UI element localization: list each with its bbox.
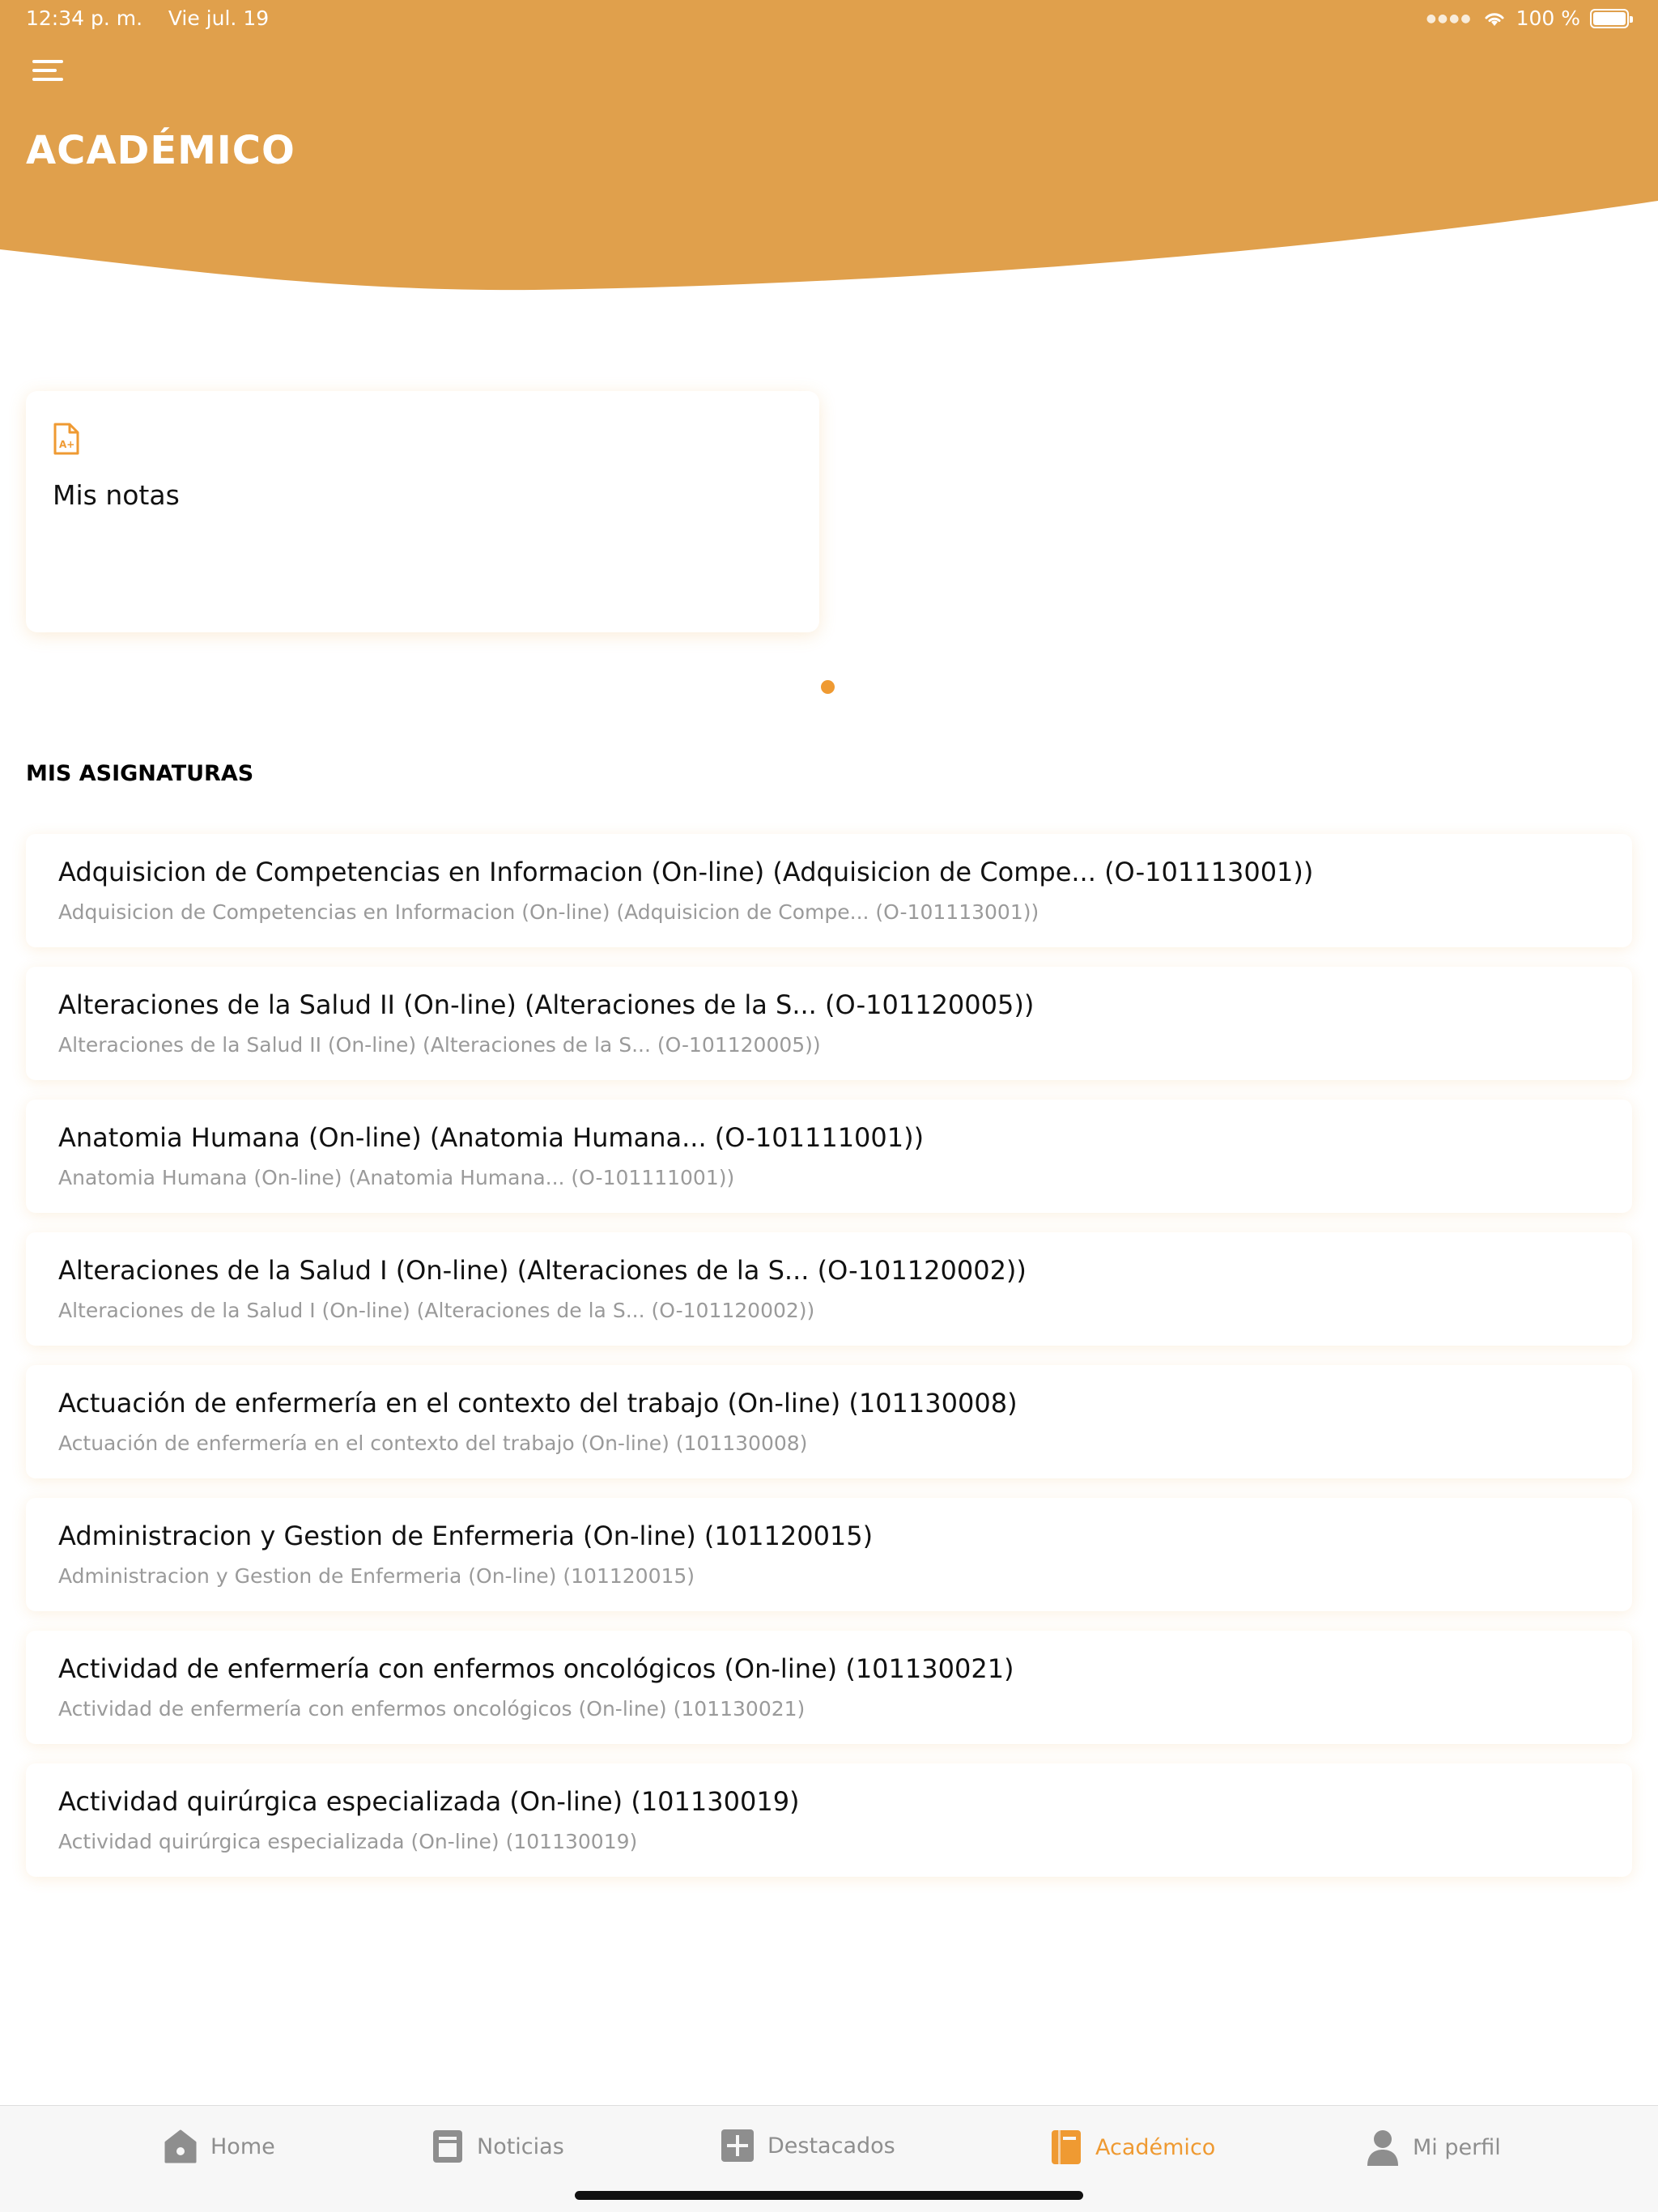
subject-title: Alteraciones de la Salud I (On-line) (Alteraciones de la S... (O-101120002))	[58, 1255, 1027, 1286]
svg-text:A+: A+	[59, 439, 75, 450]
subject-title: Actividad de enfermería con enfermos oncológicos (On-line) (101130021)	[58, 1653, 1014, 1684]
status-clock: 12:34 p. m.	[26, 6, 143, 30]
subject-list	[26, 834, 1632, 1896]
status-indicators	[1426, 6, 1629, 30]
home-indicator[interactable]	[575, 2191, 1083, 2200]
plus-square-icon	[721, 2129, 755, 2163]
tab-noticias-label: Noticias	[477, 2133, 564, 2159]
subject-item[interactable]	[26, 1232, 1632, 1346]
subject-subtitle: Alteraciones de la Salud I (On-line) (Alteraciones de la S... (O-101120002))	[58, 1299, 815, 1322]
grade-document-icon	[53, 422, 80, 456]
subject-item[interactable]	[26, 1365, 1632, 1478]
subject-subtitle: Anatomia Humana (On-line) (Anatomia Humana... (O-101111001))	[58, 1166, 735, 1189]
battery-percent: 100 %	[1516, 6, 1580, 30]
tab-academico-label: Académico	[1095, 2134, 1216, 2160]
subject-item[interactable]	[26, 1763, 1632, 1877]
subject-title: Anatomia Humana (On-line) (Anatomia Humana... (O-101111001))	[58, 1122, 925, 1153]
subject-title: Actuación de enfermería en el contexto del trabajo (On-line) (101130008)	[58, 1388, 1018, 1419]
subject-subtitle: Alteraciones de la Salud II (On-line) (Alteraciones de la S... (O-101120005))	[58, 1033, 821, 1057]
subject-item[interactable]	[26, 834, 1632, 947]
subject-item[interactable]	[26, 1631, 1632, 1744]
tab-noticias[interactable]	[432, 2129, 564, 2164]
subject-subtitle: Actividad de enfermería con enfermos oncológicos (On-line) (101130021)	[58, 1697, 806, 1721]
home-icon	[164, 2129, 198, 2164]
section-title-asignaturas: MIS ASIGNATURAS	[26, 761, 254, 786]
tab-academico[interactable]	[1050, 2129, 1215, 2166]
status-bar	[0, 0, 1658, 39]
subject-subtitle: Actuación de enfermería en el contexto del trabajo (On-line) (101130008)	[58, 1431, 808, 1455]
subject-item[interactable]	[26, 1100, 1632, 1213]
subject-subtitle: Actividad quirúrgica especializada (On-line) (101130019)	[58, 1830, 638, 1853]
cellular-signal-icon: ●●●●	[1426, 11, 1473, 25]
subject-item[interactable]	[26, 967, 1632, 1080]
subject-subtitle: Administracion y Gestion de Enfermeria (On-line) (101120015)	[58, 1564, 695, 1588]
menu-button[interactable]	[31, 55, 70, 87]
subject-subtitle: Adquisicion de Competencias en Informacion (On-line) (Adquisicion de Compe... (O-101113001))	[58, 900, 1039, 924]
hamburger-menu-icon	[31, 55, 66, 84]
tab-mi-perfil-label: Mi perfil	[1413, 2134, 1501, 2160]
subject-item[interactable]	[26, 1498, 1632, 1611]
news-icon	[432, 2129, 464, 2164]
battery-icon	[1590, 9, 1629, 28]
status-date: Vie jul. 19	[168, 6, 270, 30]
subject-title: Administracion y Gestion de Enfermeria (On-line) (101120015)	[58, 1521, 874, 1551]
subject-title: Actividad quirúrgica especializada (On-line) (101130019)	[58, 1786, 800, 1817]
tab-destacados[interactable]	[721, 2129, 895, 2163]
subject-title: Adquisicion de Competencias en Informacion (On-line) (Adquisicion de Compe... (O-101113001))	[58, 857, 1314, 887]
mis-notas-card[interactable]	[26, 391, 819, 632]
tab-home-label: Home	[210, 2133, 275, 2159]
wifi-icon	[1482, 10, 1507, 28]
person-icon	[1366, 2129, 1400, 2166]
mis-notas-label: Mis notas	[53, 479, 180, 511]
tab-destacados-label: Destacados	[767, 2133, 895, 2159]
page-indicator-dot	[821, 680, 835, 694]
book-icon	[1050, 2129, 1082, 2166]
status-time	[26, 6, 269, 30]
tab-home[interactable]	[164, 2129, 275, 2164]
page-title: ACADÉMICO	[26, 128, 295, 173]
tab-mi-perfil[interactable]	[1366, 2129, 1501, 2166]
subject-title: Alteraciones de la Salud II (On-line) (Alteraciones de la S... (O-101120005))	[58, 989, 1035, 1020]
